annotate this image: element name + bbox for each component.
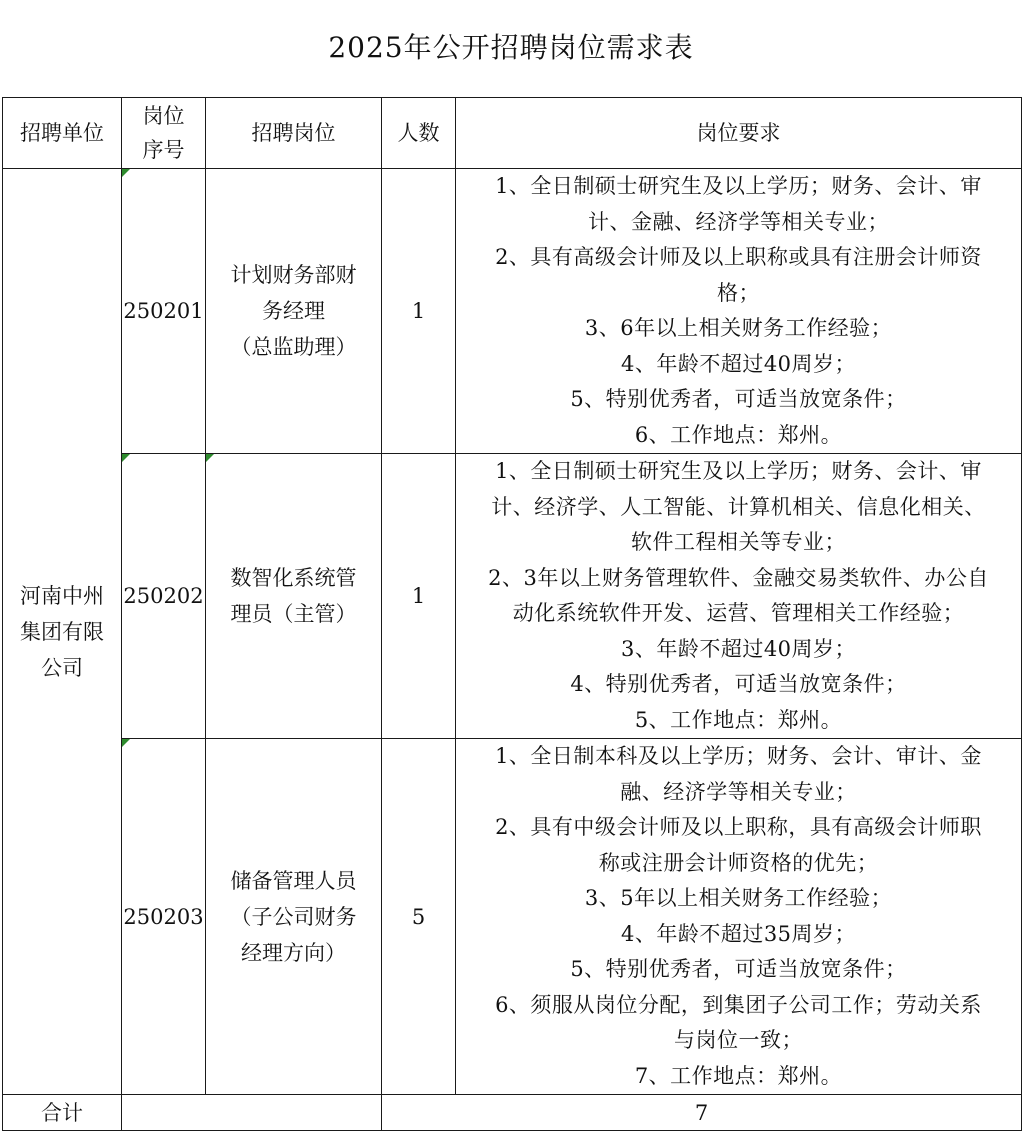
requirement-line: 与岗位一致； (674, 1028, 803, 1052)
requirement-line: 5、特别优秀者，可适当放宽条件； (570, 957, 907, 981)
header-seq-line1: 岗位 (142, 104, 185, 128)
total-empty-cell (122, 1095, 382, 1131)
requirement-line: 称或注册会计师资格的优先； (598, 850, 879, 875)
requirement-line: 7、工作地点：郑州。 (634, 1063, 843, 1088)
header-position: 招聘岗位 (206, 98, 382, 169)
unit-line1: 河南中州 (20, 583, 104, 608)
unit-line2: 集团有限 (20, 619, 104, 644)
position-cell (206, 739, 382, 1095)
position-cell (206, 169, 382, 454)
requirement-line: 计、金融、经济学等相关专业； (588, 209, 889, 234)
comment-flag-icon (122, 454, 130, 462)
seq-value: 250201 (123, 299, 204, 323)
requirement-line: 6、须服从岗位分配，到集团子公司工作；劳动关系 (495, 992, 982, 1017)
requirement-line: 3、年龄不超过40周岁； (620, 636, 857, 661)
count-cell: 1 (382, 454, 456, 739)
total-row (3, 1095, 1022, 1131)
comment-flag-icon (122, 739, 130, 747)
position-line: 计划财务部财 (230, 263, 357, 287)
header-seq (122, 98, 206, 169)
seq-value: 250202 (123, 584, 204, 608)
total-label: 合计 (3, 1095, 122, 1131)
requirement-line: 计、经济学、人工智能、计算机相关、信息化相关、 (491, 494, 986, 519)
requirement-line: 1、全日制硕士研究生及以上学历；财务、会计、审 (495, 459, 982, 483)
total-value: 7 (382, 1095, 1022, 1131)
requirement-line: 3、6年以上相关财务工作经验； (584, 316, 893, 340)
requirement-line: 融、经济学等相关专业； (620, 779, 857, 804)
position-line: （总监助理） (230, 335, 357, 359)
count-cell: 5 (382, 739, 456, 1095)
requirement-line: 1、全日制本科及以上学历；财务、会计、审计、金 (495, 744, 982, 768)
table-row (3, 169, 1022, 454)
requirement-line: 4、年龄不超过35周岁； (620, 921, 857, 946)
table-header-row (3, 98, 1022, 169)
requirements-cell (456, 739, 1022, 1095)
table-row (3, 454, 1022, 739)
requirement-line: 动化系统软件开发、运营、管理相关工作经验； (512, 601, 965, 625)
requirement-line: 软件工程相关等专业； (631, 530, 846, 554)
header-unit: 招聘单位 (3, 98, 122, 169)
page-title: 2025年公开招聘岗位需求表 (328, 31, 694, 64)
seq-cell (122, 169, 206, 454)
position-line: （子公司财务 (230, 904, 357, 929)
requirement-line: 2、具有高级会计师及以上职称或具有注册会计师资 (495, 245, 982, 269)
position-line: 数智化系统管 (230, 566, 357, 590)
seq-value: 250203 (123, 904, 204, 929)
requirement-line: 4、年龄不超过40周岁； (620, 351, 857, 376)
table-row (3, 739, 1022, 1095)
comment-flag-icon (206, 454, 214, 462)
unit-cell (3, 169, 122, 1095)
requirement-line: 2、具有中级会计师及以上职称，具有高级会计师职 (495, 815, 982, 839)
requirement-line: 2、3年以上财务管理软件、金融交易类软件、办公自 (488, 565, 989, 590)
position-line: 理员（主管） (230, 602, 357, 626)
seq-cell (122, 739, 206, 1095)
requirement-line: 5、特别优秀者，可适当放宽条件； (570, 387, 907, 411)
header-requirements: 岗位要求 (456, 98, 1022, 169)
requirement-line: 格； (717, 280, 760, 305)
comment-flag-icon (122, 169, 130, 177)
unit-line3: 公司 (41, 655, 83, 680)
requirements-cell (456, 169, 1022, 454)
requirement-line: 5、工作地点：郑州。 (634, 707, 843, 732)
count-cell: 1 (382, 169, 456, 454)
requirement-line: 6、工作地点：郑州。 (634, 422, 843, 447)
header-seq-line2: 序号 (142, 138, 185, 162)
requirements-cell (456, 454, 1022, 739)
seq-cell (122, 454, 206, 739)
position-cell (206, 454, 382, 739)
header-count: 人数 (382, 98, 456, 169)
requirement-line: 3、5年以上相关财务工作经验； (584, 886, 893, 910)
position-line: 务经理 (262, 299, 325, 323)
requirement-line: 4、特别优秀者，可适当放宽条件； (570, 672, 907, 696)
recruitment-table (2, 97, 1022, 1131)
position-line: 经理方向） (241, 940, 346, 965)
position-line: 储备管理人员 (230, 868, 357, 893)
requirement-line: 1、全日制硕士研究生及以上学历；财务、会计、审 (495, 174, 982, 198)
